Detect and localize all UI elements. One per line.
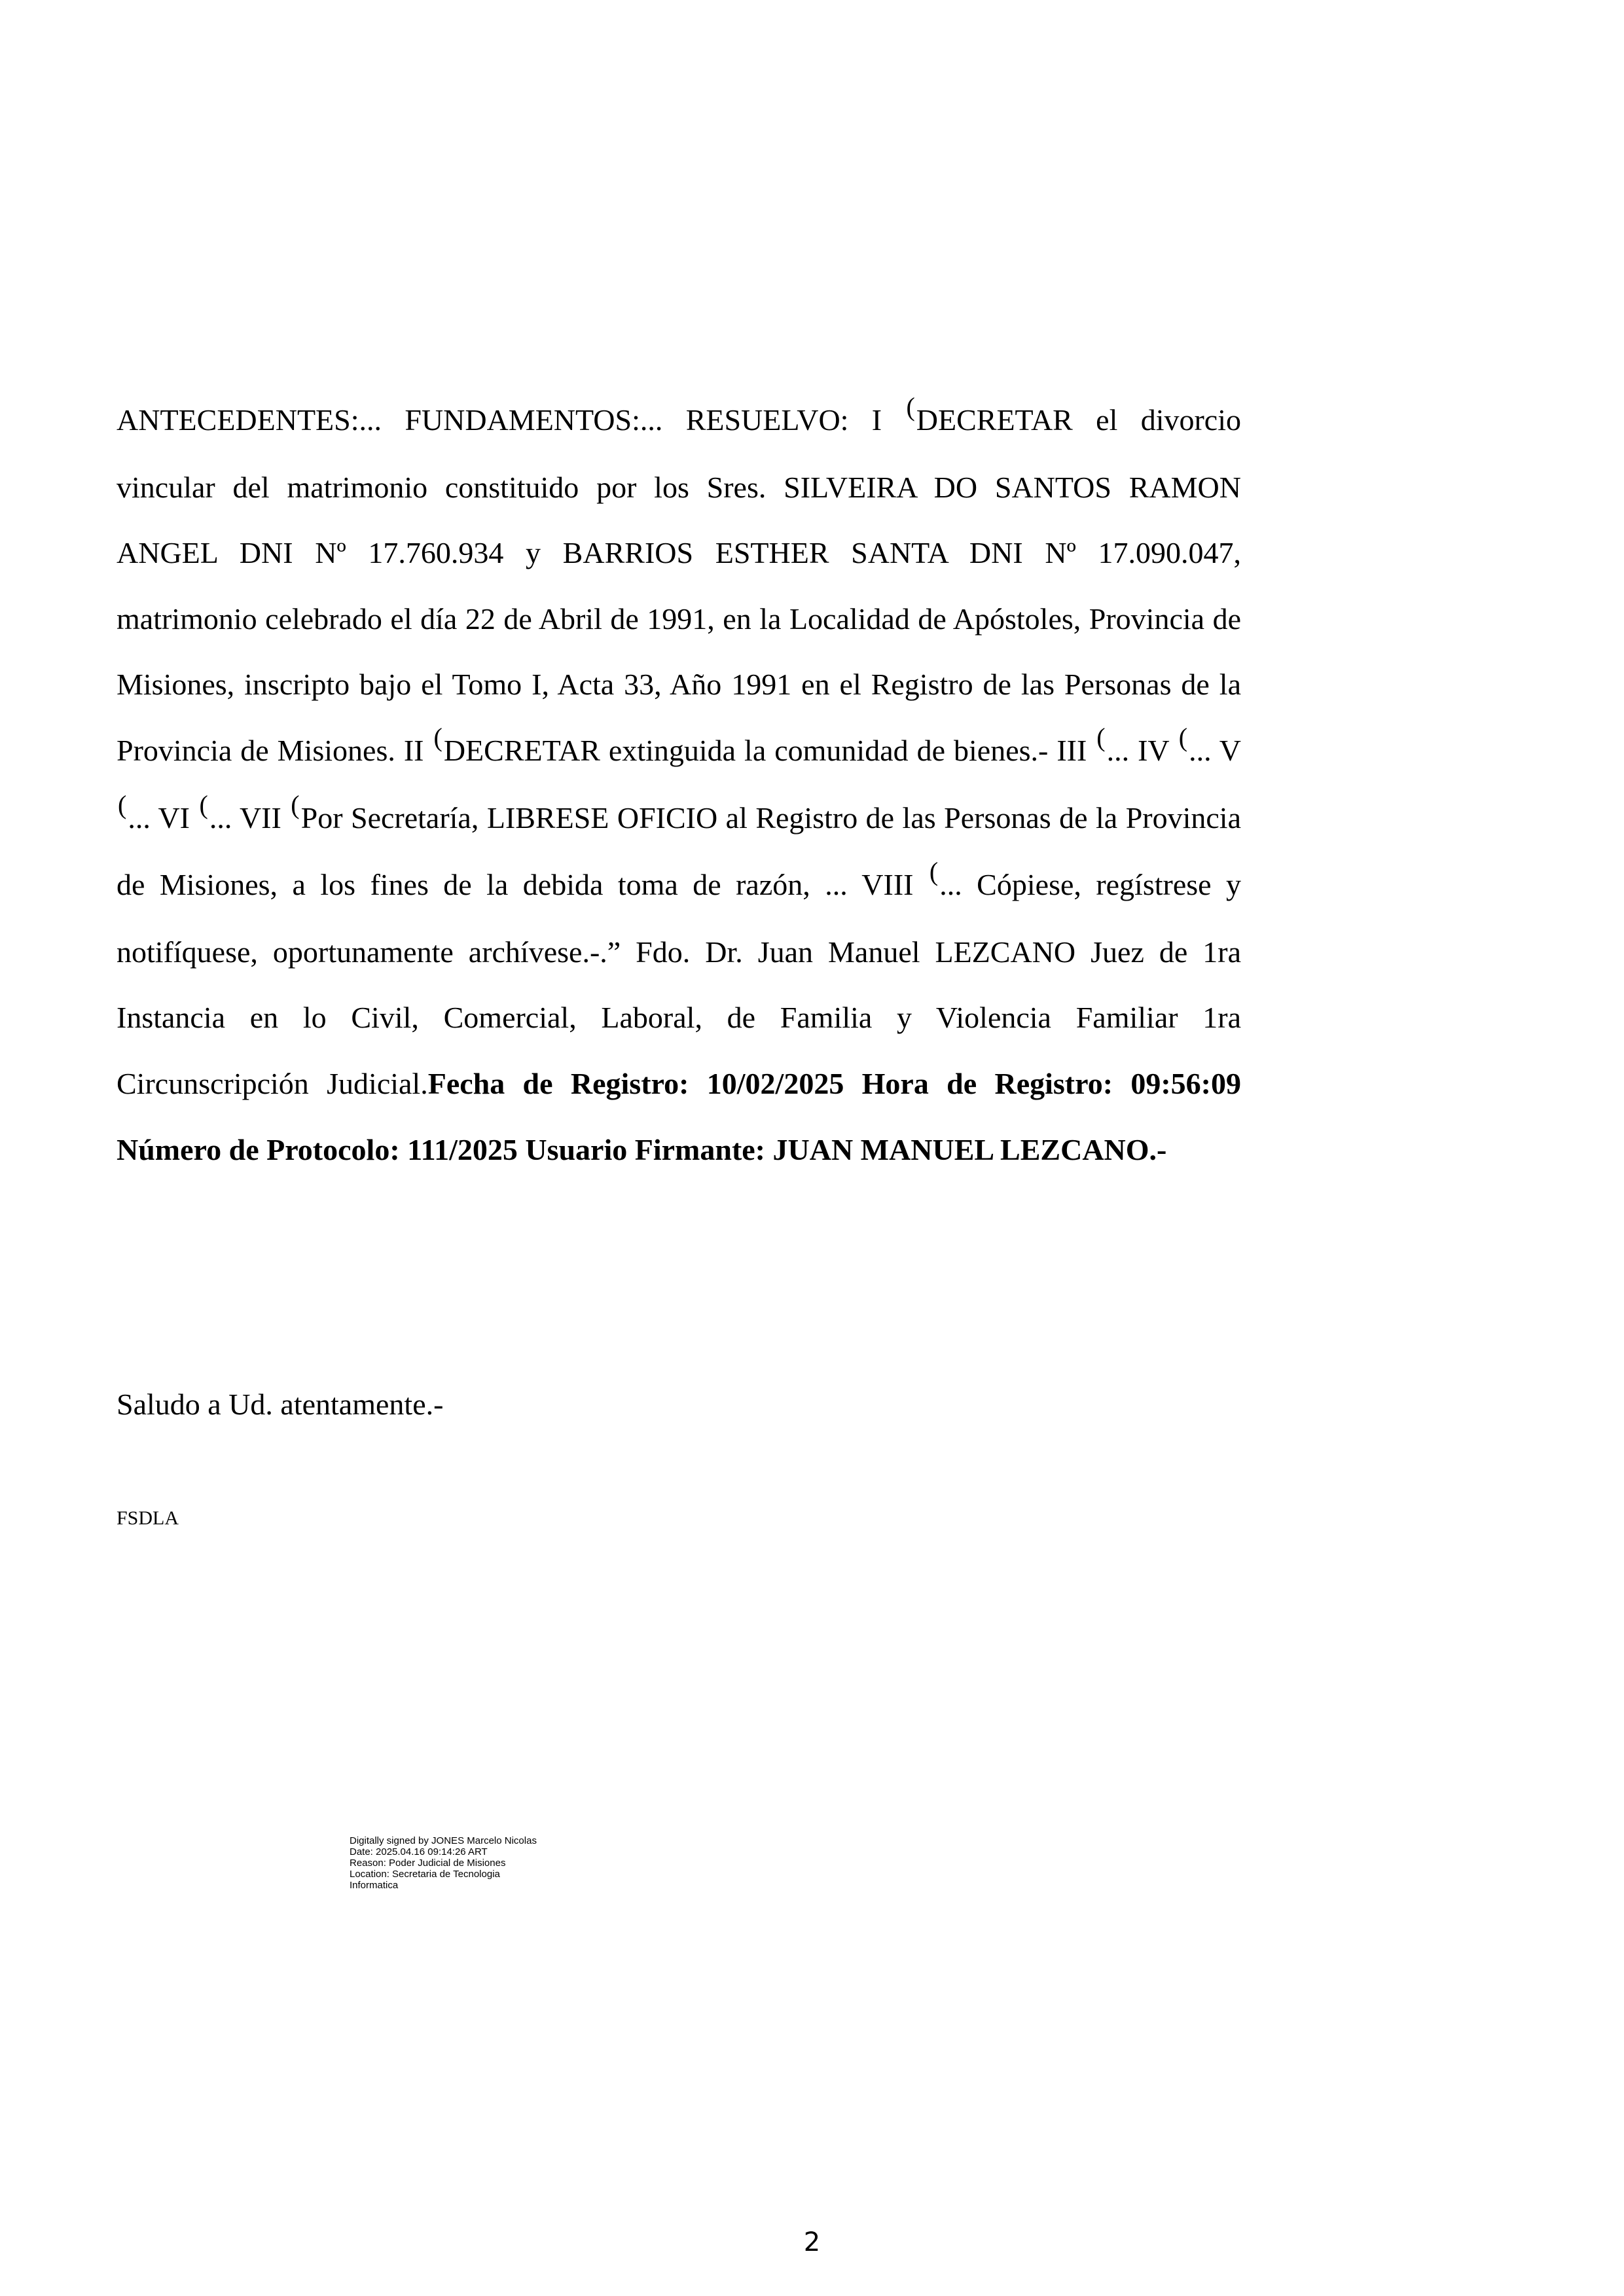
registration-details: Fecha de Registro: 10/02/2025 Hora de Registro: 09:56:09 Número de Protocolo: 111/2025 Usuario Firmante: JUAN MANUEL LEZCANO.-	[117, 1066, 1241, 1166]
section-mark: (	[118, 789, 127, 819]
section-mark: (	[433, 722, 442, 752]
section-mark: (	[199, 789, 208, 819]
paragraph-segment-8: Por Secretaría, LIBRESE OFICIO al Registro de las Personas de la Provincia de Misiones, a los fines de la debida toma de razón, ... VIII	[117, 800, 1241, 902]
paragraph-segment-5: ... V	[1189, 733, 1241, 767]
paragraph-segment-3: DECRETAR extinguida la comunidad de bienes.- III	[443, 733, 1096, 767]
section-mark: (	[929, 857, 939, 887]
section-mark: (	[1178, 722, 1188, 752]
paragraph-segment-2: DECRETAR el divorcio vincular del matrimonio constituido por los Sres. SILVEIRA DO SANTOS RAMON ANGEL DNI Nº 17.760.934 y BARRIOS ESTHER SANTA DNI Nº 17.090.047, matrimonio celebrado el día 22 de Abril de 1991, en la Localidad de Apóstoles, Provincia de Misiones, inscripto bajo el Tomo I, Acta 33, Año 1991 en el Registro de las Personas de la Provincia de Misiones. II	[117, 403, 1241, 767]
paragraph-segment-4: ... IV	[1106, 733, 1178, 767]
author-initials: FSDLA	[117, 1507, 179, 1529]
signature-location: Location: Secretaria de Tecnologia	[350, 1869, 500, 1880]
digital-signature-stamp	[350, 1835, 537, 1891]
section-mark: (	[1096, 722, 1106, 752]
paragraph-segment-1: ANTECEDENTES:... FUNDAMENTOS:... RESUELVO: I	[117, 403, 905, 437]
signature-date: Date: 2025.04.16 09:14:26 ART	[350, 1846, 488, 1857]
signature-location-cont: Informatica	[350, 1880, 399, 1891]
paragraph-segment-7: ... VII	[209, 800, 290, 834]
signature-signer: Digitally signed by JONES Marcelo Nicolas	[350, 1835, 537, 1846]
signature-reason: Reason: Poder Judicial de Misiones	[350, 1857, 506, 1869]
resolution-paragraph	[117, 387, 1241, 1183]
section-mark: (	[906, 392, 915, 422]
page-number: 2	[803, 2227, 821, 2257]
section-mark: (	[291, 789, 300, 819]
paragraph-segment-6: ... VI	[128, 800, 198, 834]
paragraph-segment-9: ... Cópiese, regístrese y notifíquese, oportunamente archívese.-.” Fdo. Dr. Juan Manuel LEZCANO Juez de 1ra Instancia en lo Civil, Comercial, Laboral, de Familia y Violencia Familiar 1ra Circunscripción Judicial.	[117, 868, 1242, 1100]
closing-salutation: Saludo a Ud. atentamente.-	[117, 1388, 444, 1421]
